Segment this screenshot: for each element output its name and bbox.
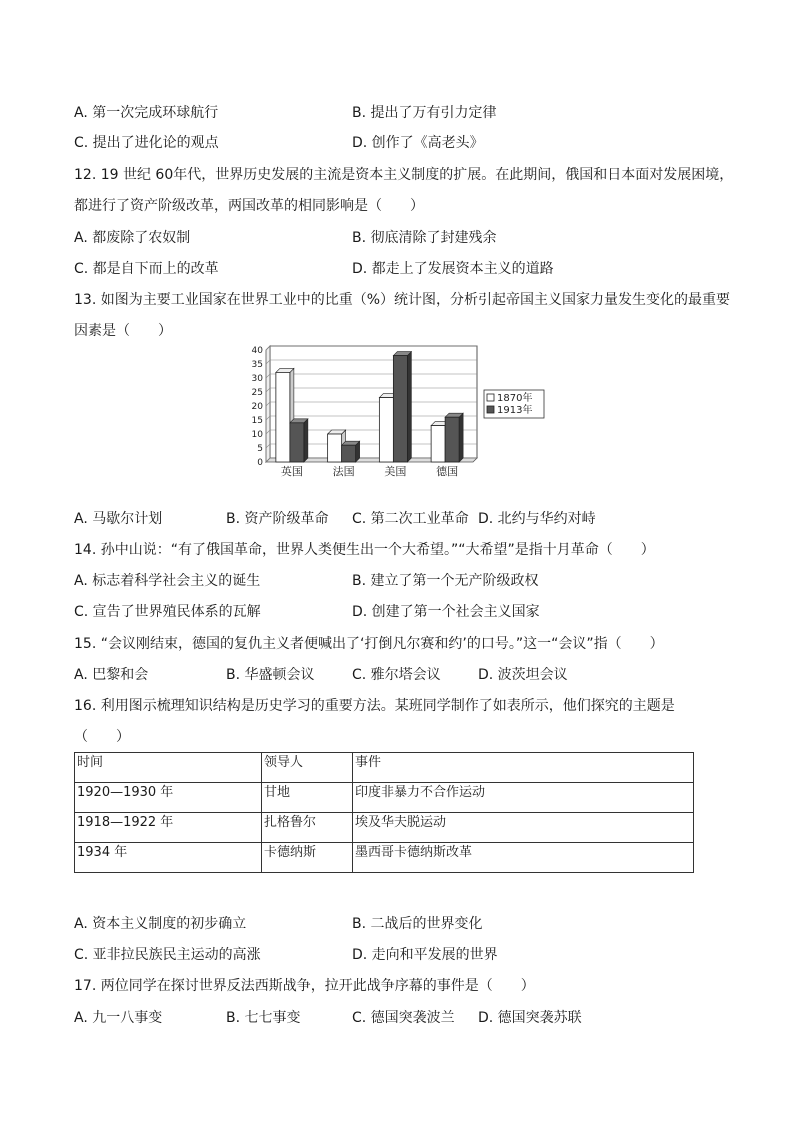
x-category-label: 法国	[332, 465, 355, 478]
table-cell: 扎格鲁尔	[262, 813, 353, 843]
bar	[393, 356, 407, 462]
table-header-cell: 时间	[75, 753, 262, 783]
q16-stem-line2: （ ）	[74, 729, 130, 745]
y-tick-label: 10	[251, 430, 263, 440]
q13-stem-line1: 13. 如图为主要工业国家在世界工业中的比重（%）统计图，分析引起帝国主义国家力量发生变化的最重要	[74, 292, 731, 308]
x-category-label: 英国	[280, 465, 303, 478]
legend-swatch	[487, 406, 494, 413]
y-tick-label: 25	[251, 388, 263, 398]
q13-option-d: D. 北约与华约对峙	[478, 511, 596, 527]
table-header-cell: 事件	[353, 753, 694, 783]
q16-option-a: A. 资本主义制度的初步确立	[74, 916, 247, 932]
legend-label: 1870年	[497, 393, 533, 404]
q16-option-b: B. 二战后的世界变化	[352, 916, 483, 932]
x-category-label: 美国	[384, 465, 407, 478]
table-cell: 甘地	[262, 783, 353, 813]
q11-option-a: A. 第一次完成环球航行	[74, 105, 219, 121]
q12-option-a: A. 都废除了农奴制	[74, 230, 191, 246]
q17-option-b: B. 七七事变	[226, 1010, 301, 1026]
q12-option-b: B. 彻底清除了封建残余	[352, 230, 497, 246]
bar	[290, 423, 304, 462]
table-cell: 墨西哥卡德纳斯改革	[353, 843, 694, 873]
bar	[342, 445, 356, 462]
table-cell: 1918—1922 年	[75, 813, 262, 843]
bar	[276, 372, 290, 462]
y-tick-label: 35	[251, 360, 263, 370]
table-cell: 埃及华夫脱运动	[353, 813, 694, 843]
q16-option-d: D. 走向和平发展的世界	[352, 947, 498, 963]
q14-stem: 14. 孙中山说：“有了俄国革命，世界人类便生出一个大希望。”“大希望”是指十月革命（ ）	[74, 542, 655, 558]
q14-option-d: D. 创建了第一个社会主义国家	[352, 604, 540, 620]
table-cell: 印度非暴力不合作运动	[353, 783, 694, 813]
bar	[445, 417, 459, 462]
table-cell: 1934 年	[75, 843, 262, 873]
bar	[328, 434, 342, 462]
q15-option-c: C. 雅尔塔会议	[352, 667, 441, 683]
table-cell: 1920—1930 年	[75, 783, 262, 813]
table-header-cell: 领导人	[262, 753, 353, 783]
q15-option-d: D. 波茨坦会议	[478, 667, 568, 683]
q13-option-a: A. 马歇尔计划	[74, 511, 163, 527]
q12-option-d: D. 都走上了发展资本主义的道路	[352, 261, 554, 277]
y-tick-label: 40	[251, 346, 263, 356]
q14-option-b: B. 建立了第一个无产阶级政权	[352, 573, 539, 589]
q15-stem: 15. “会议刚结束，德国的复仇主义者便喊出了‘打倒凡尔赛和约’的口号。”这一“会议”指（ ）	[74, 636, 664, 652]
y-tick-label: 0	[257, 458, 263, 468]
y-tick-label: 15	[251, 416, 263, 426]
q13-option-b: B. 资产阶级革命	[226, 511, 329, 527]
industry-share-bar-chart	[240, 343, 560, 483]
bar-side	[304, 419, 308, 462]
q14-option-c: C. 宣告了世界殖民体系的瓦解	[74, 604, 261, 620]
q15-option-a: A. 巴黎和会	[74, 667, 149, 683]
y-tick-label: 5	[257, 444, 263, 454]
bar	[379, 398, 393, 462]
q12-option-c: C. 都是自下而上的改革	[74, 261, 219, 277]
x-category-label: 德国	[436, 465, 459, 478]
q13-option-c: C. 第二次工业革命	[352, 511, 469, 527]
q14-option-a: A. 标志着科学社会主义的诞生	[74, 573, 261, 589]
table-row	[75, 813, 694, 843]
q11-option-c: C. 提出了进化论的观点	[74, 135, 219, 151]
bar-side	[459, 413, 463, 462]
legend-swatch	[487, 394, 494, 401]
q16-stem-line1: 16. 利用图示梳理知识结构是历史学习的重要方法。某班同学制作了如表所示，他们探究的主题是	[74, 698, 675, 714]
q16-option-c: C. 亚非拉民族民主运动的高涨	[74, 947, 261, 963]
q17-option-d: D. 德国突袭苏联	[478, 1010, 582, 1026]
q12-stem-line1: 12. 19 世纪 60年代，世界历史发展的主流是资本主义制度的扩展。在此期间，俄国和日本面对发展困境，	[74, 167, 734, 183]
q12-stem-line2: 都进行了资产阶级改革，两国改革的相同影响是（ ）	[74, 198, 424, 214]
q16-table	[74, 752, 694, 873]
q11-option-b: B. 提出了万有引力定律	[352, 105, 497, 121]
table-cell: 卡德纳斯	[262, 843, 353, 873]
q15-option-b: B. 华盛顿会议	[226, 667, 315, 683]
table-row	[75, 783, 694, 813]
y-tick-label: 20	[251, 402, 263, 412]
bar	[431, 426, 445, 462]
q11-option-d: D. 创作了《高老头》	[352, 135, 484, 151]
q17-option-a: A. 九一八事变	[74, 1010, 163, 1026]
table-row	[75, 843, 694, 873]
q13-stem-line2: 因素是（ ）	[74, 323, 172, 339]
q17-stem: 17. 两位同学在探讨世界反法西斯战争，拉开此战争序幕的事件是（ ）	[74, 978, 535, 994]
legend-label: 1913年	[497, 405, 533, 416]
y-tick-label: 30	[251, 374, 263, 384]
table-header-row	[75, 753, 694, 783]
bar-side	[407, 352, 411, 462]
q17-option-c: C. 德国突袭波兰	[352, 1010, 455, 1026]
